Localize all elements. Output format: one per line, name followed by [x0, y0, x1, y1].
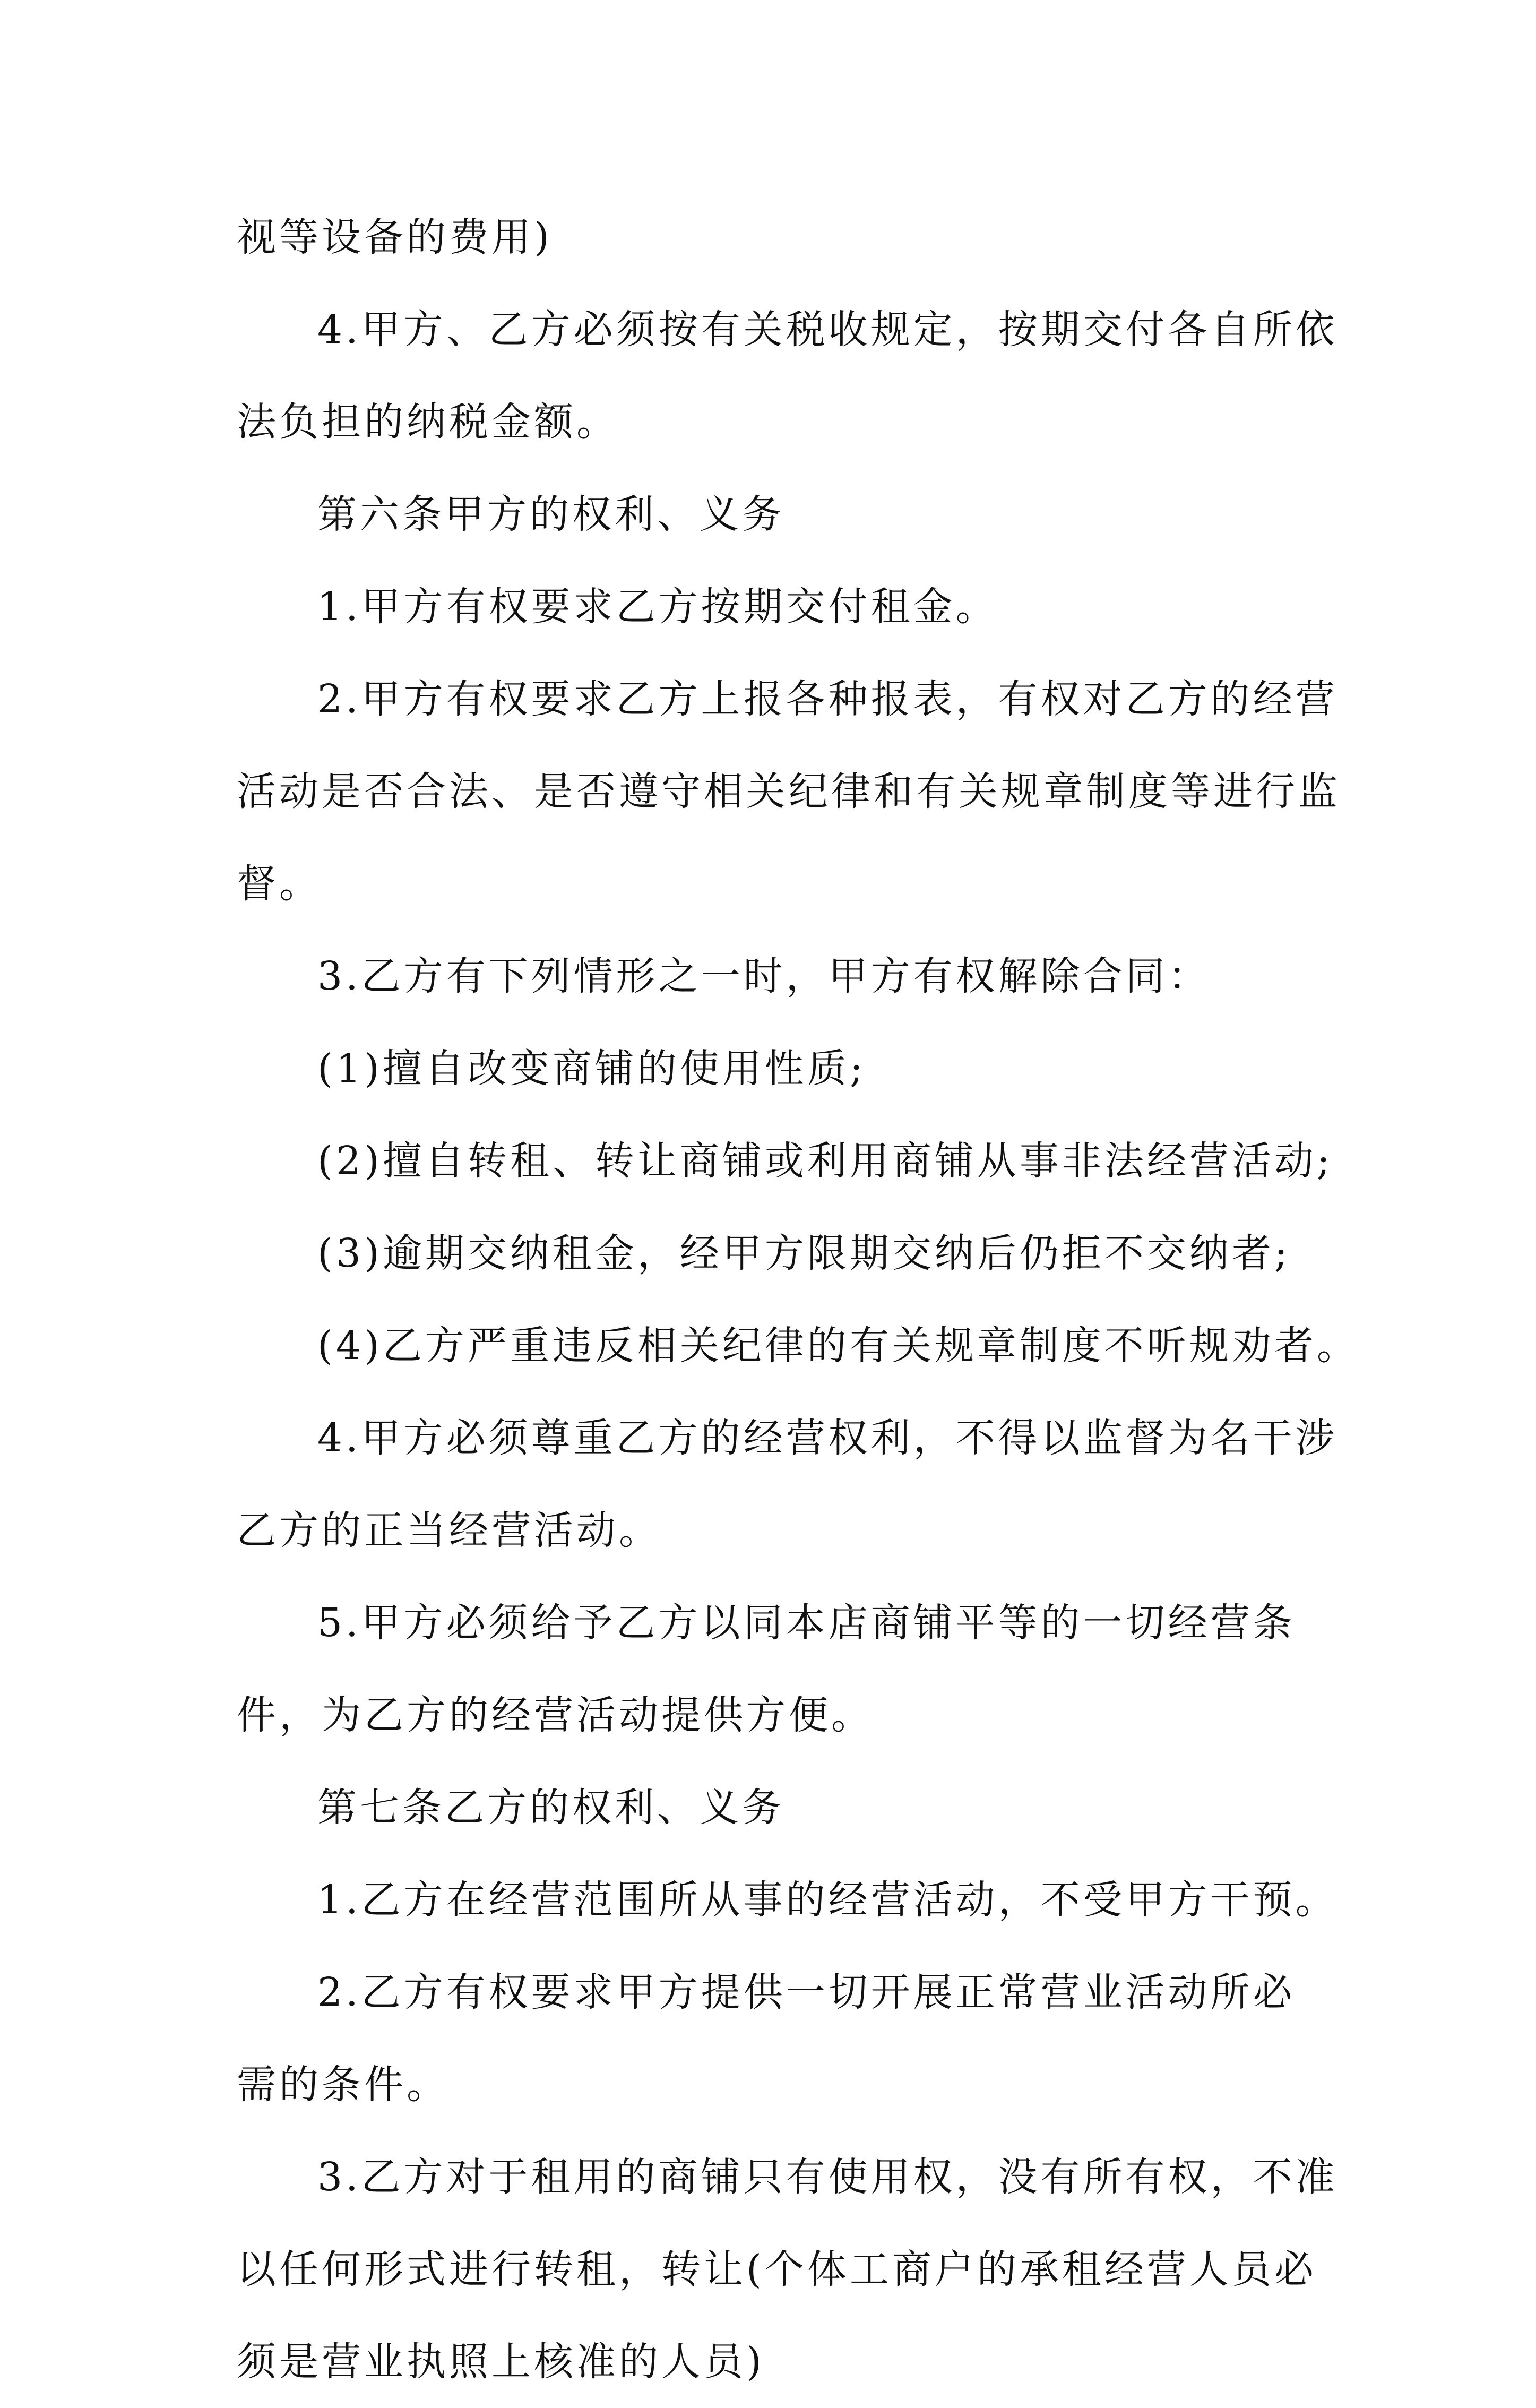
- paragraph-line: 活动是否合法、是否遵守相关纪律和有关规章制度等进行监: [237, 769, 1341, 814]
- paragraph-line: 2.乙方有权要求甲方提供一切开展正常营业活动所必: [317, 1970, 1296, 2015]
- list-item: (3)逾期交纳租金，经甲方限期交纳后仍拒不交纳者;: [317, 1231, 1291, 1276]
- paragraph-line: 督。: [237, 861, 322, 907]
- paragraph-line: 5.甲方必须给予乙方以同本店商铺平等的一切经营条: [317, 1600, 1296, 1646]
- paragraph-line: 4.甲方、乙方必须按有关税收规定，按期交付各自所依: [317, 307, 1338, 352]
- list-item: (4)乙方严重违反相关纪律的有关规章制度不听规劝者。: [317, 1323, 1359, 1369]
- document-body: [237, 191, 1359, 2408]
- paragraph-line: 须是营业执照上核准的人员): [237, 2339, 765, 2385]
- list-item: (2)擅自转租、转让商铺或利用商铺从事非法经营活动;: [317, 1138, 1333, 1184]
- paragraph-line: 视等设备的费用): [237, 214, 553, 260]
- paragraph-line: 件，为乙方的经营活动提供方便。: [237, 1692, 874, 1738]
- paragraph-line: 2.甲方有权要求乙方上报各种报表，有权对乙方的经营: [317, 676, 1338, 722]
- list-item: (1)擅自改变商铺的使用性质;: [317, 1046, 866, 1091]
- paragraph-line: 法负担的纳税金额。: [237, 399, 619, 445]
- paragraph-line: 需的条件。: [237, 2062, 449, 2108]
- paragraph-line: 乙方的正当经营活动。: [237, 1508, 661, 1553]
- paragraph-line: 4.甲方必须尊重乙方的经营权利，不得以监督为名干涉: [317, 1415, 1338, 1461]
- paragraph-line: 以任何形式进行转租，转让(个体工商户的承租经营人员必: [237, 2247, 1317, 2292]
- section-heading: 第七条乙方的权利、义务: [317, 1785, 784, 1830]
- section-heading: 第六条甲方的权利、义务: [317, 492, 784, 537]
- paragraph-line: 3.乙方有下列情形之一时，甲方有权解除合同：: [317, 953, 1211, 999]
- paragraph-line: 1.甲方有权要求乙方按期交付租金。: [317, 584, 998, 630]
- paragraph-line: 3.乙方对于租用的商铺只有使用权，没有所有权，不准: [317, 2154, 1338, 2200]
- paragraph-line: 1.乙方在经营范围所从事的经营活动，不受甲方干预。: [317, 1877, 1338, 1923]
